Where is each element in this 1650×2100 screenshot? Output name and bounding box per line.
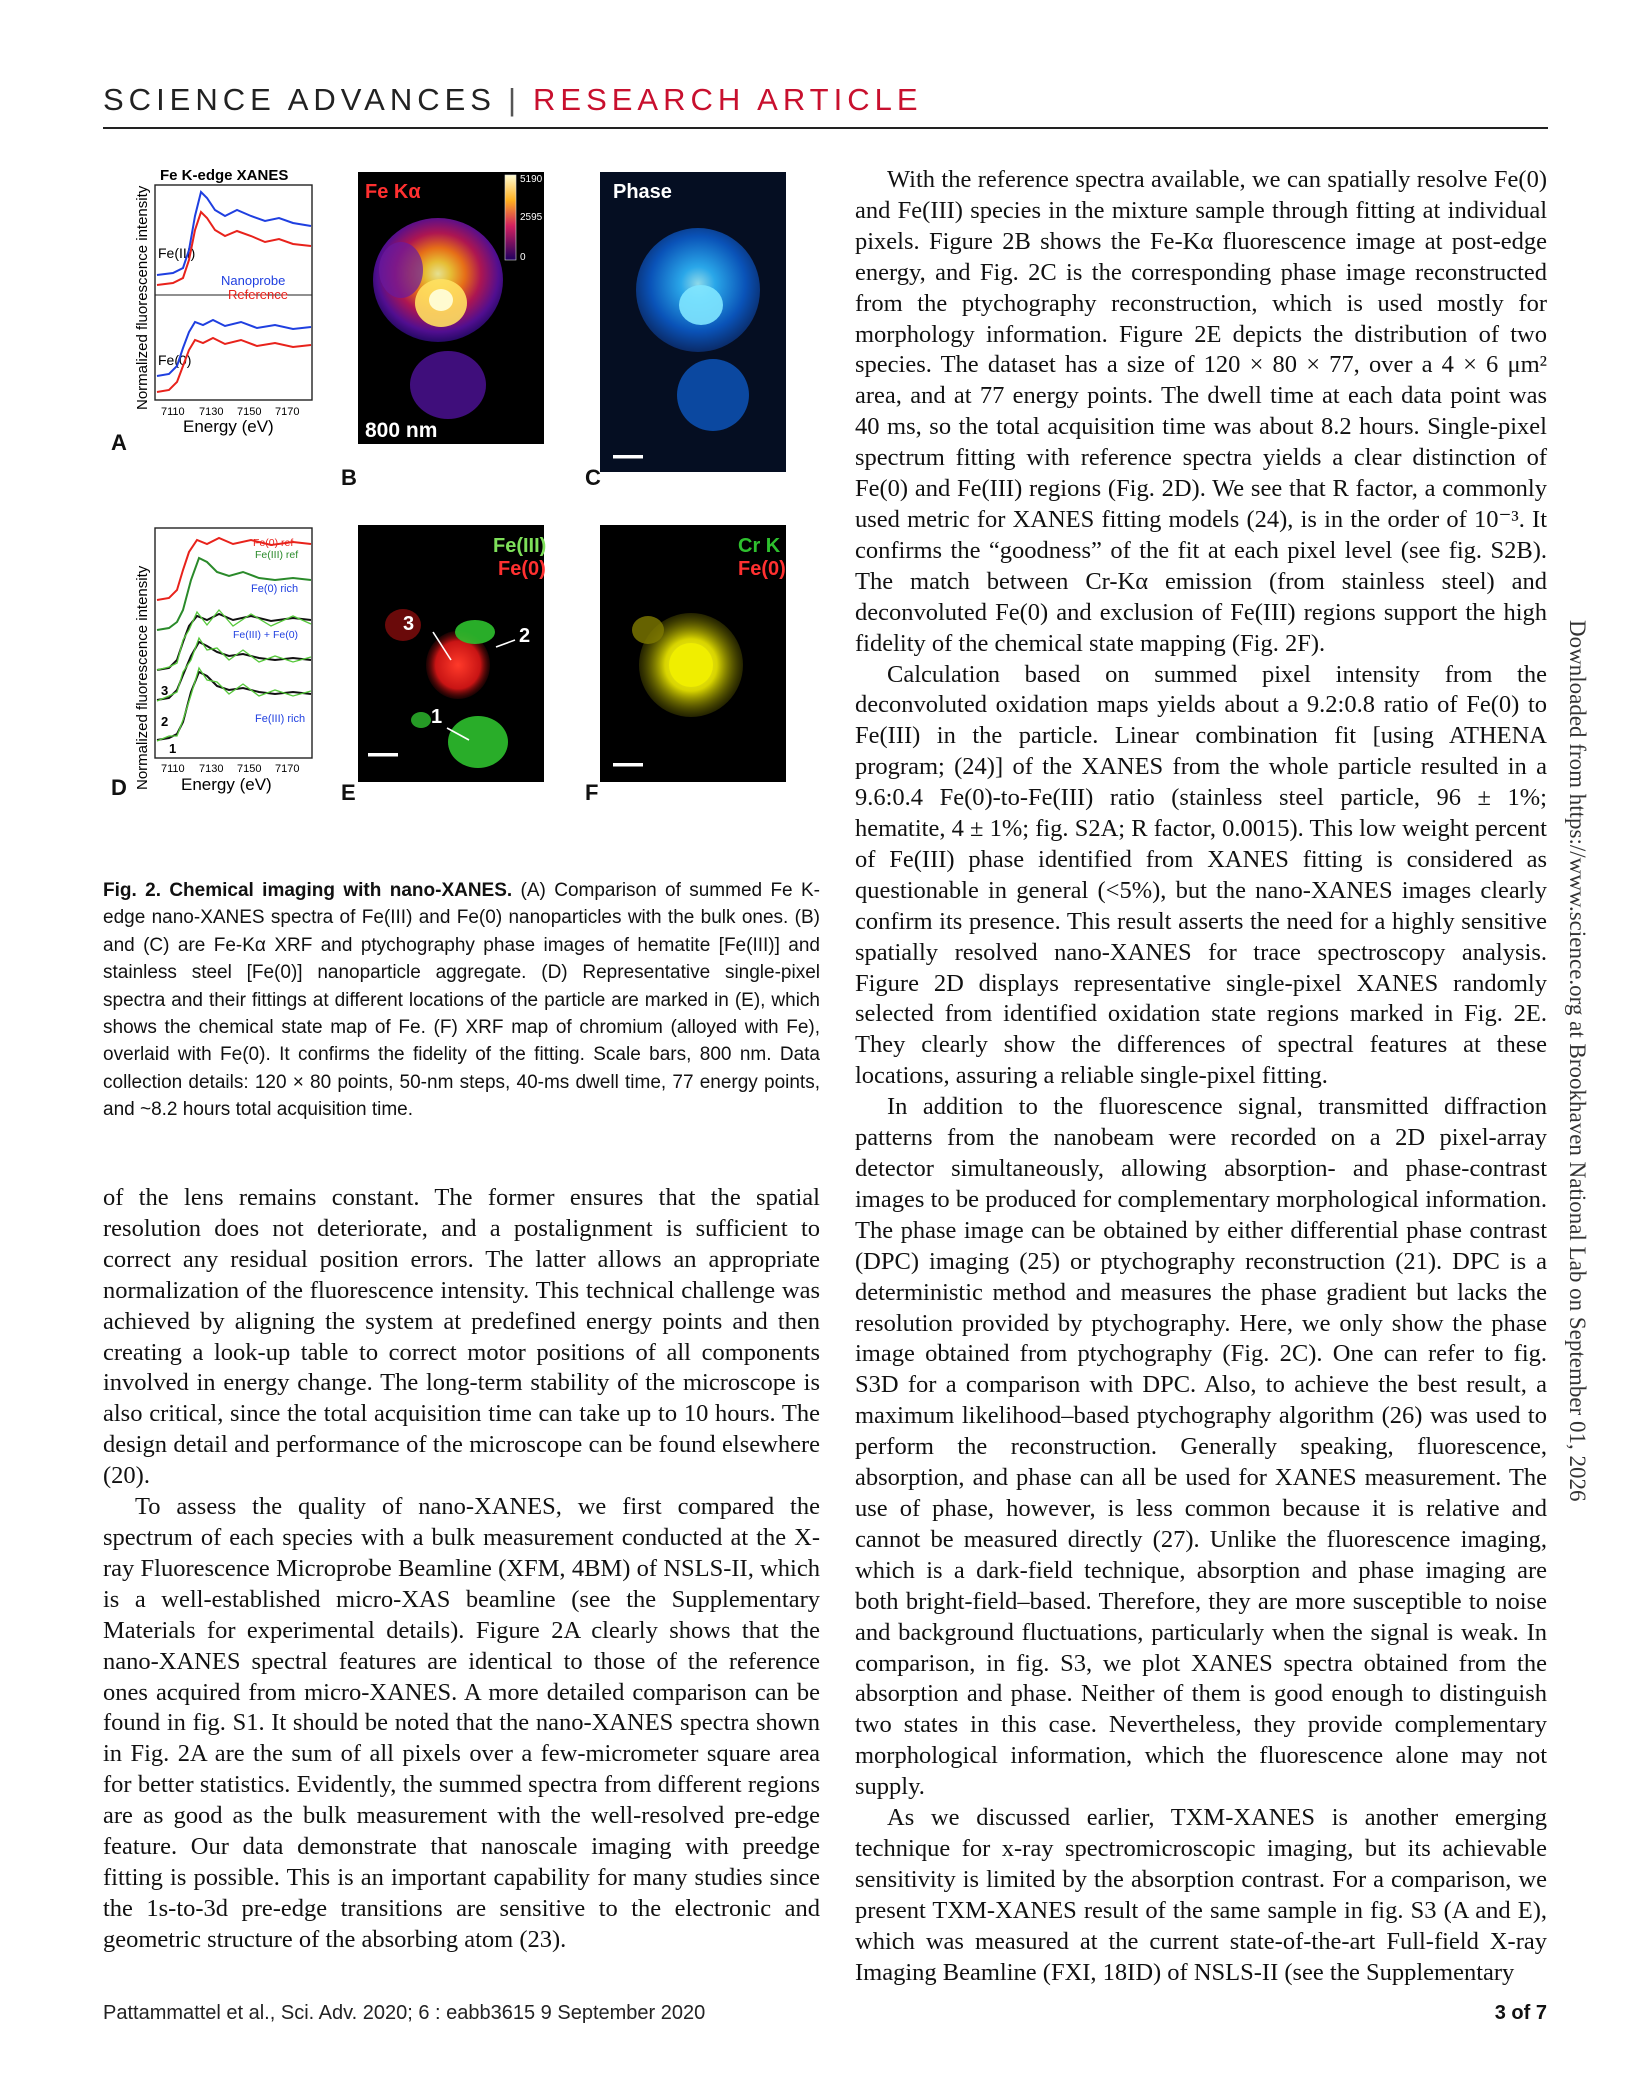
panel-e-scale-bar (368, 753, 398, 757)
panel-b (341, 172, 544, 490)
panel-a-ylabel: Normalized fluorescence intensity (134, 185, 151, 410)
section-name: RESEARCH ARTICLE (533, 82, 923, 117)
panel-b-colorbar (505, 175, 516, 260)
panel-d-letter: D (111, 775, 127, 800)
panel-b-letter: B (341, 465, 357, 490)
legend-fe3-plus-fe0: Fe(III) + Fe(0) (233, 629, 299, 641)
running-header (103, 82, 923, 118)
right-paragraph-2: Calculation based on summed pixel intensity from the deconvoluted oxidation maps yields about a 9.2:0.8 ratio of Fe(0) to Fe(III) in the particle. Linear combination fit [using ATHENA program; (24)] of the XANES from the whole particle resulted in a 9.6:0.4 Fe(0)-to-Fe(III) ratio (stainless steel particle, 96 ± 1%; hematite, 4 ± 1%; fig. S2A; R factor, 0.0015). This low weight percent of Fe(III) phase identified from XANES fitting is considered as questionable in general (<5%), but the nano-XANES images clearly confirm its presence. This result asserts the need for a highly sensitive spatially resolved nano-XANES for trace spectroscopy analysis. Figure 2D displays representative single-pixel XANES randomly selected from identified oxidation state regions marked in Fig. 2E. They clearly show the differences of spectral features at these locations, assuring a reliable single-pixel fitting. (855, 660, 1547, 1090)
caption-text: (A) Comparison of summed Fe K-edge nano-XANES spectra of Fe(III) and Fe(0) nanoparticles with the bulk ones. (B) and (C) are Fe-Kα XRF and ptychography phase images of hematite [Fe(III)] and stainless steel [Fe(0)] nanoparticle aggregate. (D) Representative single-pixel spectra and their fittings at different locations of the particle are marked in (E), which shows the chemical state map of Fe. (F) XRF map of chromium (alloyed with Fe), overlaid with Fe(0). It confirms the fidelity of the fitting. Scale bars, 800 nm. Data collection details: 120 × 80 points, 50-nm steps, 40-ms dwell time, 77 energy points, and ~8.2 hours total acquisition time. (103, 880, 820, 1121)
page-number: 3 of 7 (1494, 2002, 1547, 2024)
panel-c-lower-cluster (677, 359, 749, 431)
curve-2-data (157, 638, 311, 701)
panel-d-tick-7130: 7130 (199, 763, 224, 775)
header-rule (103, 127, 1548, 129)
legend-reference: Reference (228, 287, 288, 302)
panel-a-title: Fe K-edge XANES (160, 167, 289, 184)
panel-f-title-fe0: Fe(0) (738, 558, 786, 580)
curve-1-data (157, 668, 311, 741)
panel-c-letter: C (585, 465, 601, 490)
panel-d-tick-7110: 7110 (161, 763, 185, 775)
panel-f (585, 525, 786, 805)
left-paragraph-2: To assess the quality of nano-XANES, we first compared the spectrum of each species with a bulk measurement conducted at the X-ray Fluorescence Microprobe Beamline (XFM, 4BM) of NSLS-II, which is a well-established micro-XAS beamline (see the Supplementary Materials for experimental details). Figure 2A clearly shows that the nano-XANES spectral features are identical to those of the reference ones acquired from micro-XANES. A more detailed comparison can be found in fig. S1. It should be noted that the nano-XANES spectra shown in Fig. 2A are the sum of all pixels over a few-micrometer square area for better statistics. Evidently, the summed spectra from different regions are as good as the bulk measurement with the well-resolved pre-edge feature. Our data demonstrate that nanoscale imaging with preedge fitting is possible. This is an important capability for many studies since the 1s-to-3d pre-edge transitions are sensitive to the electronic and geometric structure of the absorbing atom (23). (103, 1493, 820, 1953)
panel-d-ylabel: Normalized fluorescence intensity (134, 565, 151, 790)
right-paragraph-4: As we discussed earlier, TXM-XANES is another emerging technique for x-ray spectromicroscopic imaging, but its achievable sensitivity is limited by the absorption contrast. For a comparison, we present TXM-XANES result of the same sample in fig. S3 (A and E), which was measured at the current state-of-the-art Full-field X-ray Imaging Beamline (FXI, 18ID) of NSLS-II (see the Supplementary (855, 1804, 1547, 1986)
curve-label-2: 2 (161, 714, 169, 729)
panel-d (111, 528, 312, 800)
panel-e-title-fe0: Fe(0) (498, 558, 546, 580)
legend-fe0-rich: Fe(0) rich (251, 583, 299, 595)
legend-fe3-ref: Fe(III) ref (255, 549, 299, 561)
panel-b-scale-bar (368, 462, 398, 466)
panel-f-cr-core (669, 643, 713, 687)
caption-lead: Fig. 2. Chemical imaging with nano-XANES. (103, 880, 513, 901)
panel-b-core (429, 289, 453, 311)
figure-2 (103, 160, 843, 870)
right-column (855, 165, 1547, 1988)
panel-a-label-fe3: Fe(III) (158, 245, 196, 261)
legend-nanoprobe: Nanoprobe (221, 273, 286, 288)
panel-c (585, 172, 786, 490)
panel-c-scale-bar (613, 455, 643, 459)
left-paragraph-1: of the lens remains constant. The former ensures that the spatial resolution does not deteriorate, and a postalignment is sufficient to correct any residual position errors. The latter allows an appropriate normalization of the fluorescence intensity. This technical challenge was achieved by aligning the system at predefined energy points and then creating a look-up table to correct motor positions of all components involved in energy change. The long-term stability of the microscope is also critical, since the total acquisition time can take up to 10 hours. The design detail and performance of the microscope can be found elsewhere (20). (103, 1184, 820, 1490)
panel-a-fe3-nanoprobe-curve (157, 192, 311, 275)
panel-e-fe3-small (411, 712, 431, 728)
panel-b-lower-cluster (410, 351, 486, 419)
header-separator: | (507, 82, 522, 117)
marker-2: 2 (519, 625, 531, 647)
panel-a (111, 167, 312, 455)
panel-b-scale-text: 800 nm (365, 419, 438, 442)
panel-f-cr-left (632, 616, 664, 644)
panel-c-title: Phase (613, 181, 672, 203)
panel-d-xlabel: Energy (eV) (181, 775, 272, 794)
panel-e (341, 525, 546, 805)
journal-name: SCIENCE ADVANCES (103, 82, 496, 117)
panel-e-letter: E (341, 780, 356, 805)
curve-label-3: 3 (161, 683, 169, 698)
panel-b-left-cluster (379, 242, 423, 298)
colorbar-mid: 2595 (520, 212, 543, 223)
colorbar-min: 0 (520, 252, 526, 263)
right-paragraph-1: With the reference spectra available, we can spatially resolve Fe(0) and Fe(III) species in the mixture sample through fitting at individual pixels. Figure 2B shows the Fe-Kα fluorescence image at post-edge energy, and Fig. 2C is the corresponding phase image reconstructed from the ptychography reconstruction, which is used mostly for morphology information. Figure 2E depicts the distribution of two species. The dataset has a size of 120 × 80 × 77, over a 4 × 6 μm² area, and at 77 energy points. The dwell time at each data point was 40 ms, so the total acquisition time was about 8.2 hours. Single-pixel spectrum fitting with reference spectra yields a clear distinction of Fe(0) and Fe(III) regions (Fig. 2D). We see that R factor, a commonly used metric for XANES fitting models (24), is in the order of 10⁻³. It confirms the “goodness” of the fit at each pixel level (see fig. S2B). The match between Cr-Kα emission (from stainless steel) and deconvoluted Fe(0) and exclusion of Fe(III) regions support the high fidelity of the chemical state mapping (Fig. 2F). (855, 166, 1547, 657)
footer-citation: Pattammattel et al., Sci. Adv. 2020; 6 : eabb3615 9 September 2020 (103, 2002, 706, 2024)
left-column (103, 1183, 820, 1956)
panel-b-title: Fe Kα (365, 181, 421, 203)
panel-d-tick-7170: 7170 (275, 763, 300, 775)
panel-e-fe3-bottom (448, 716, 508, 768)
panel-a-tick-7150: 7150 (237, 406, 262, 418)
legend-fe3-rich: Fe(III) rich (255, 713, 306, 725)
panel-f-letter: F (585, 780, 599, 805)
panel-c-core (679, 285, 723, 325)
panel-f-title-cr: Cr K (738, 535, 781, 557)
panel-e-title-fe3: Fe(III) (493, 535, 547, 557)
marker-3: 3 (403, 613, 415, 635)
panel-a-tick-7170: 7170 (275, 406, 300, 418)
panel-a-xlabel: Energy (eV) (183, 417, 274, 436)
colorbar-max: 5190 (520, 174, 543, 185)
legend-fe0-ref: Fe(0) ref (253, 537, 294, 549)
curve-3-fit (157, 614, 311, 670)
panel-d-tick-7150: 7150 (237, 763, 262, 775)
right-paragraph-3: In addition to the fluorescence signal, transmitted diffraction patterns from the nanobeam were recorded on a 2D pixel-array detector simultaneously, allowing absorption- and phase-contrast images to be produced for complementary morphological information. The phase image can be obtained by either differential phase contrast (DPC) imaging (25) or ptychography reconstruction (21). DPC is a deterministic method and measures the phase gradient but lacks the resolution provided by ptychography. Here, we only show the phase image obtained from ptychography (Fig. 2C). One can refer to fig. S3D for a comparison with DPC. Also, to achieve the best result, a maximum likelihood–based ptychography algorithm (26) was used to perform the reconstruction. Generally speaking, fluorescence, absorption, and phase can all be used for XANES measurement. The use of phase, however, is less common because it is relative and cannot be measured directly (27). Unlike the fluorescence imaging, which is a dark-field technique, absorption and phase imaging are both bright-field–based. Therefore, they are more susceptible to noise and background fluctuations, particularly when the signal is weak. In comparison, in fig. S3, we plot XANES spectra obtained from the absorption and phase. Neither of them is good enough to distinguish two states in this case. Nevertheless, they provide complementary morphological information, which the fluorescence alone may not supply. (855, 1093, 1547, 1801)
curve-label-1: 1 (169, 741, 177, 756)
marker-1: 1 (431, 706, 443, 728)
figure-caption (103, 877, 820, 1124)
panel-a-letter: A (111, 430, 127, 455)
panel-a-label-fe0: Fe(0) (158, 352, 192, 368)
panel-f-scale-bar (613, 763, 643, 767)
download-notice[interactable]: Downloaded from https://www.science.org at Brookhaven National Lab on September 01, 2026 (1565, 620, 1590, 1502)
panel-a-tick-7130: 7130 (199, 406, 224, 418)
panel-e-fe3-top (455, 620, 495, 644)
panel-a-tick-7110: 7110 (161, 406, 185, 418)
